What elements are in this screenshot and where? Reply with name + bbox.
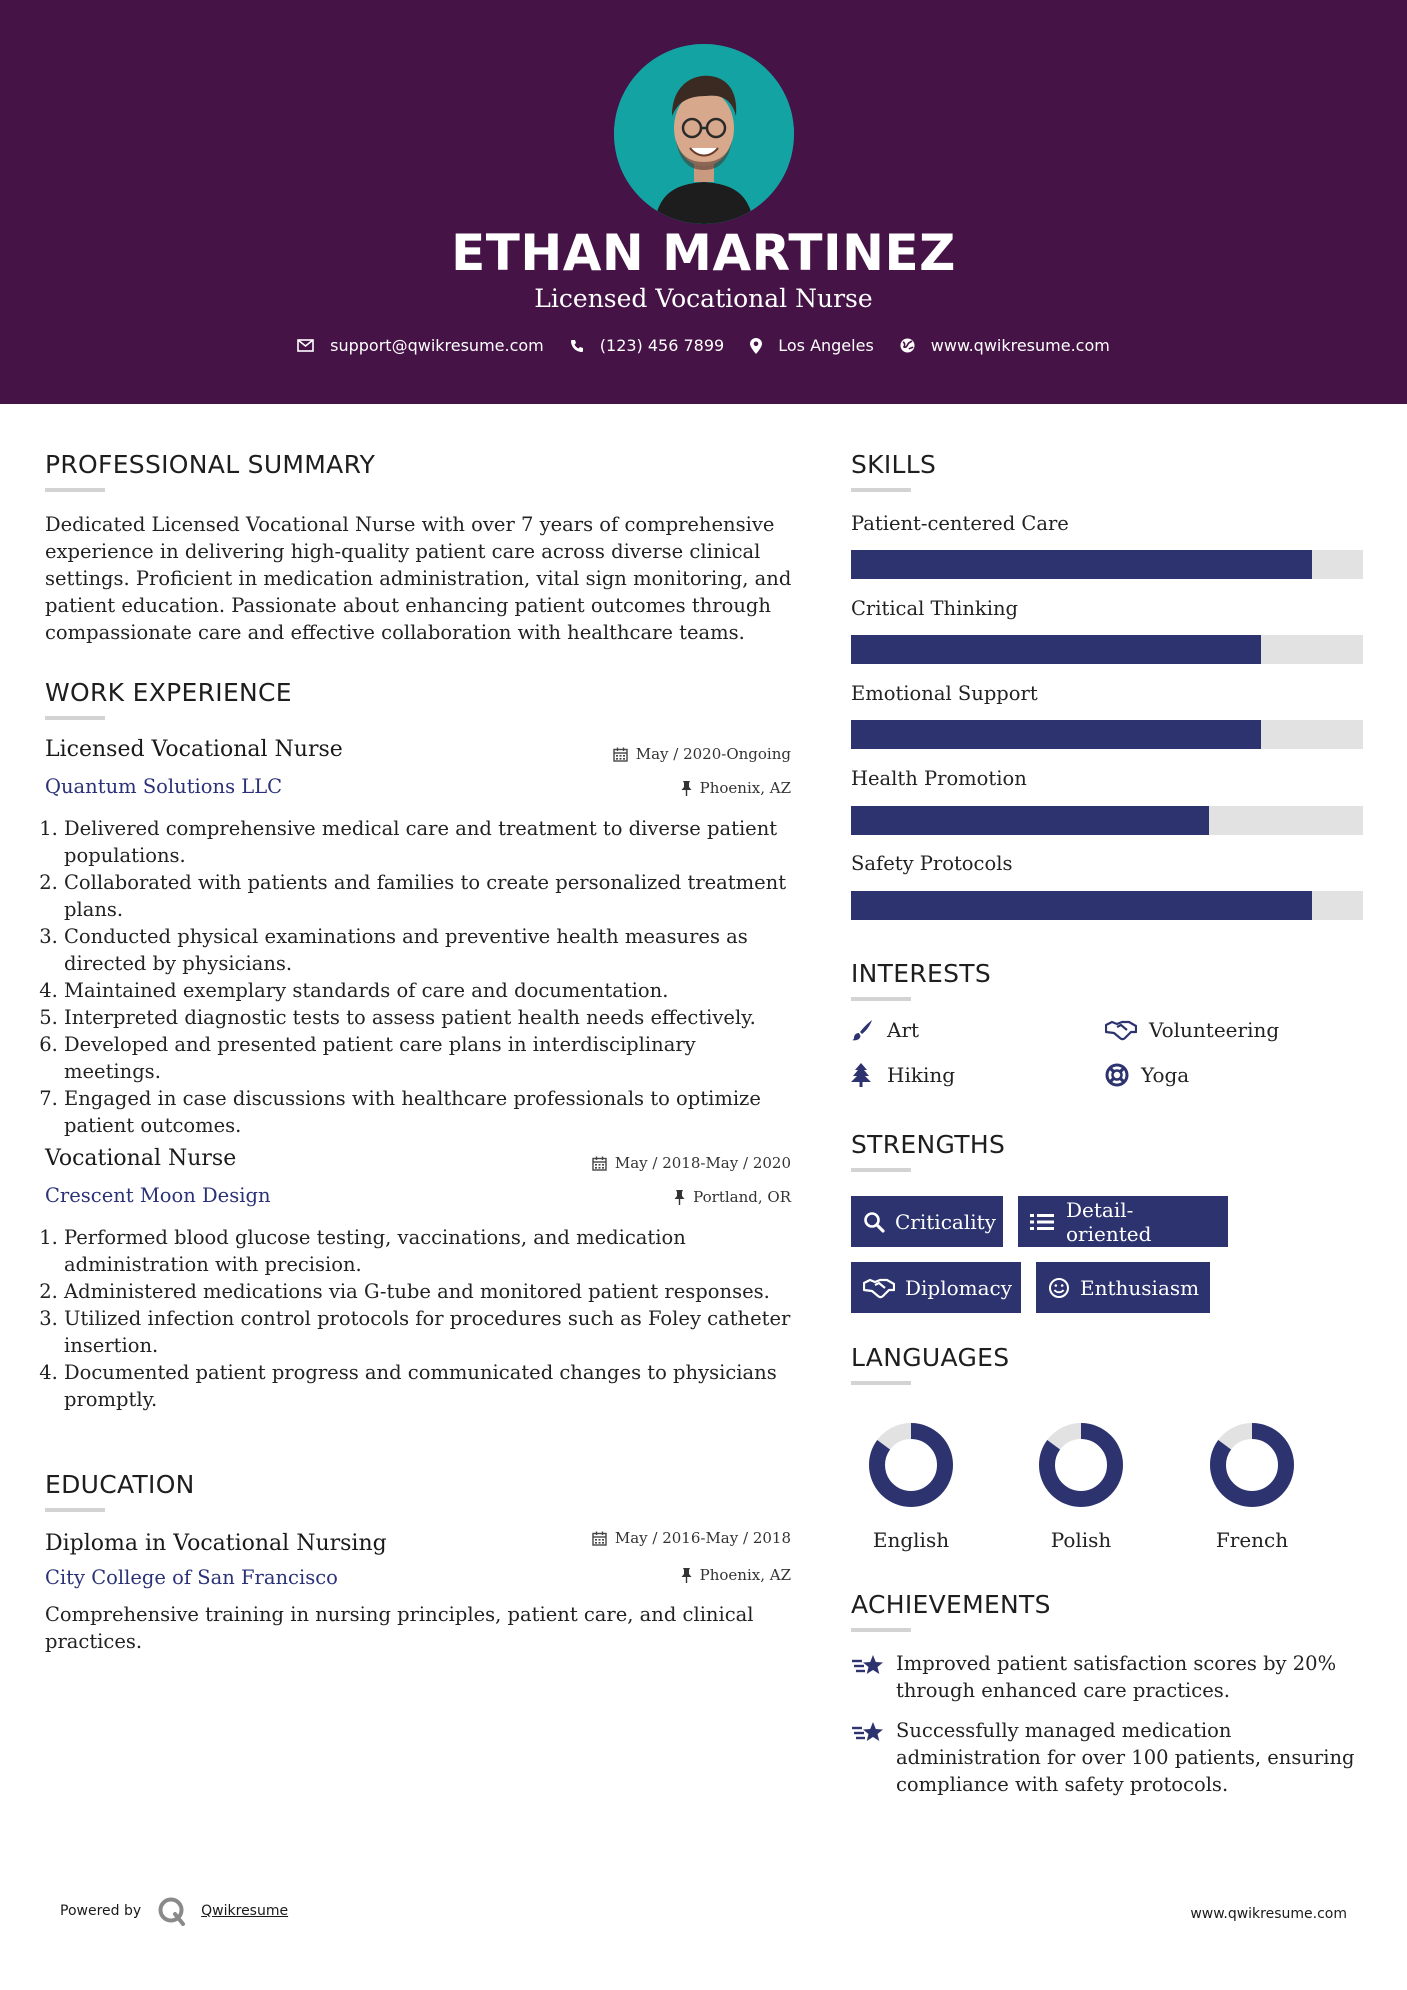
skill-label: Critical Thinking: [851, 597, 1018, 620]
interest-label: Volunteering: [1149, 1018, 1280, 1042]
skill-bar: [851, 550, 1363, 579]
skill-bar: [851, 806, 1363, 835]
list-item: 6. Developed and presented patient care plans in interdisciplinary meetings.: [64, 1031, 795, 1085]
achievement-text: [896, 1650, 1336, 1704]
list-item: 2. Administered medications via G-tube and monitored patient responses.: [64, 1278, 795, 1305]
strength-tag: [851, 1196, 1003, 1247]
school-name: City College of San Francisco: [45, 1566, 338, 1589]
education-description: [45, 1601, 795, 1655]
contact-email[interactable]: [297, 336, 544, 355]
language-donut: [866, 1420, 956, 1510]
strength-label: Diplomacy: [905, 1275, 1013, 1300]
footer-website-link[interactable]: www.qwikresume.com: [1190, 1906, 1347, 1922]
tree-icon: [851, 1063, 887, 1087]
job-responsibilities: [45, 1224, 795, 1413]
skill-label: Health Promotion: [851, 767, 1027, 790]
job-title: Vocational Nurse: [45, 1146, 237, 1171]
job-title: Licensed Vocational Nurse: [45, 737, 343, 762]
phone-text: (123) 456 7899: [599, 336, 725, 355]
email-text: support@qwikresume.com: [330, 336, 544, 355]
shooting-star-icon: [851, 1650, 896, 1686]
job-location-text: Portland, OR: [693, 1188, 791, 1206]
language-donut: [1207, 1420, 1297, 1510]
section-divider: [851, 1628, 911, 1632]
paintbrush-icon: [851, 1019, 887, 1041]
interest-label: Art: [887, 1018, 920, 1042]
achievement-item: [851, 1650, 1371, 1704]
company-name: Quantum Solutions LLC: [45, 775, 283, 798]
degree-title: Diploma in Vocational Nursing: [45, 1531, 387, 1556]
section-divider: [851, 488, 911, 492]
list-item: 3. Conducted physical examinations and preventive health measures as directed by physicians.: [64, 923, 795, 977]
section-divider: [851, 1381, 911, 1385]
section-divider: [45, 716, 105, 720]
job-location: [674, 1188, 791, 1206]
job-dates: [613, 745, 791, 763]
strength-tag: [851, 1262, 1021, 1313]
contact-location: [750, 336, 874, 355]
list-item: 4. Documented patient progress and communicated changes to physicians promptly.: [64, 1359, 795, 1413]
contact-bar: [0, 336, 1407, 355]
achievement-line: through enhanced care practices.: [896, 1679, 1230, 1702]
language-item: [851, 1420, 971, 1552]
contact-website[interactable]: [900, 336, 1110, 355]
interest-item: [851, 1018, 919, 1042]
calendar-icon: [613, 747, 628, 762]
skill-bar-fill: [851, 635, 1261, 664]
globe-icon: [900, 338, 915, 353]
job-dates: [592, 1154, 791, 1172]
job-dates-text: May / 2018-May / 2020: [614, 1154, 791, 1172]
interest-item: [851, 1063, 955, 1087]
handshake-icon: [1105, 1019, 1149, 1041]
summary-line: experience in delivering high-quality patient care across diverse clinical: [45, 540, 761, 563]
company-name: Crescent Moon Design: [45, 1184, 271, 1207]
calendar-icon: [592, 1156, 607, 1171]
experience-heading: WORK EXPERIENCE: [45, 678, 292, 707]
strength-label: Enthusiasm: [1080, 1275, 1200, 1300]
language-name: French: [1215, 1528, 1289, 1552]
languages-heading: LANGUAGES: [851, 1343, 1010, 1372]
job-dates-text: May / 2020-Ongoing: [635, 745, 791, 763]
interest-item: [1105, 1063, 1189, 1087]
language-item: [1021, 1420, 1141, 1552]
language-item: [1192, 1420, 1312, 1552]
skill-bar: [851, 891, 1363, 920]
achievement-line: Successfully managed medication: [896, 1719, 1232, 1742]
job-responsibilities: [45, 815, 795, 1139]
education-dates: [592, 1529, 791, 1547]
strengths-heading: STRENGTHS: [851, 1130, 1006, 1159]
skills-heading: SKILLS: [851, 450, 937, 479]
search-icon: [863, 1211, 885, 1233]
contact-phone[interactable]: [570, 336, 724, 355]
qwikresume-link[interactable]: Qwikresume: [201, 1903, 289, 1919]
profile-photo: [614, 44, 794, 224]
skill-bar-fill: [851, 720, 1261, 749]
interests-heading: INTERESTS: [851, 959, 992, 988]
job-location-text: Phoenix, AZ: [699, 779, 791, 797]
section-divider: [45, 488, 105, 492]
skill-bar-fill: [851, 891, 1312, 920]
pushpin-icon: [674, 1190, 685, 1205]
section-divider: [45, 1508, 105, 1512]
skill-label: Safety Protocols: [851, 852, 1013, 875]
interest-label: Hiking: [887, 1063, 956, 1087]
map-pin-icon: [750, 338, 762, 354]
resume-header: [0, 0, 1407, 404]
achievement-line: compliance with safety protocols.: [896, 1773, 1229, 1796]
job-location: [681, 779, 791, 797]
summary-text: [45, 511, 795, 646]
envelope-icon: [297, 339, 314, 352]
achievement-line: Improved patient satisfaction scores by 20%: [896, 1652, 1337, 1675]
summary-line: Dedicated Licensed Vocational Nurse with over 7 years of comprehensive: [45, 513, 775, 536]
handshake-icon: [863, 1277, 895, 1299]
list-item: 3. Utilized infection control protocols for procedures such as Foley catheter insertion.: [64, 1305, 795, 1359]
summary-line: compassionate care and effective collaboration with healthcare teams.: [45, 621, 745, 644]
summary-line: settings. Proficient in medication administration, vital sign monitoring, and: [45, 567, 792, 590]
section-divider: [851, 997, 911, 1001]
section-divider: [851, 1168, 911, 1172]
achievement-text: [896, 1717, 1355, 1798]
interest-label: Yoga: [1141, 1063, 1190, 1087]
pushpin-icon: [681, 781, 692, 796]
candidate-role: Licensed Vocational Nurse: [534, 284, 873, 313]
achievements-heading: ACHIEVEMENTS: [851, 1590, 1051, 1619]
skill-label: Emotional Support: [851, 682, 1038, 705]
smile-icon: [1048, 1277, 1070, 1299]
lifering-icon: [1105, 1063, 1141, 1087]
education-heading: EDUCATION: [45, 1470, 195, 1499]
summary-heading: PROFESSIONAL SUMMARY: [45, 450, 376, 479]
list-item: 5. Interpreted diagnostic tests to assess patient health needs effectively.: [64, 1004, 795, 1031]
education-line: Comprehensive training in nursing principles, patient care, and clinical: [45, 1603, 754, 1626]
powered-by-text: Powered by: [60, 1903, 142, 1919]
interest-item: [1105, 1018, 1279, 1042]
strength-tag: [1036, 1262, 1210, 1313]
education-line: practices.: [45, 1630, 143, 1653]
strength-label: Criticality: [895, 1209, 996, 1234]
skill-bar-fill: [851, 550, 1312, 579]
list-item: 1. Delivered comprehensive medical care and treatment to diverse patient populations.: [64, 815, 795, 869]
footer-powered-by: [60, 1896, 288, 1926]
skill-bar: [851, 635, 1363, 664]
skill-bar: [851, 720, 1363, 749]
shooting-star-icon: [851, 1717, 896, 1753]
language-donut: [1036, 1420, 1126, 1510]
list-item: 2. Collaborated with patients and families to create personalized treatment plans.: [64, 869, 795, 923]
pushpin-icon: [681, 1568, 692, 1583]
achievement-line: administration for over 100 patients, ensuring: [896, 1746, 1355, 1769]
list-item: 7. Engaged in case discussions with healthcare professionals to optimize patient outcomes.: [64, 1085, 795, 1139]
phone-icon: [570, 339, 584, 353]
skill-label: Patient-centered Care: [851, 512, 1069, 535]
education-location-text: Phoenix, AZ: [699, 1566, 791, 1584]
list-item: 1. Performed blood glucose testing, vaccinations, and medication administration with precision.: [64, 1224, 795, 1278]
strength-label: Detail-oriented: [1066, 1197, 1152, 1246]
qwikresume-logo-icon: [157, 1896, 187, 1926]
education-dates-text: May / 2016-May / 2018: [614, 1529, 791, 1547]
summary-line: patient education. Passionate about enhancing patient outcomes through: [45, 594, 771, 617]
language-name: Polish: [1050, 1528, 1112, 1552]
calendar-icon: [592, 1531, 607, 1546]
strength-tag: [1018, 1196, 1228, 1247]
list-icon: [1030, 1213, 1054, 1231]
language-name: English: [872, 1528, 950, 1552]
website-text: www.qwikresume.com: [930, 336, 1110, 355]
skill-bar-fill: [851, 806, 1209, 835]
education-location: [681, 1566, 791, 1584]
achievement-item: [851, 1717, 1371, 1798]
candidate-name: ETHAN MARTINEZ: [451, 224, 956, 282]
list-item: 4. Maintained exemplary standards of care and documentation.: [64, 977, 795, 1004]
location-text: Los Angeles: [778, 336, 874, 355]
